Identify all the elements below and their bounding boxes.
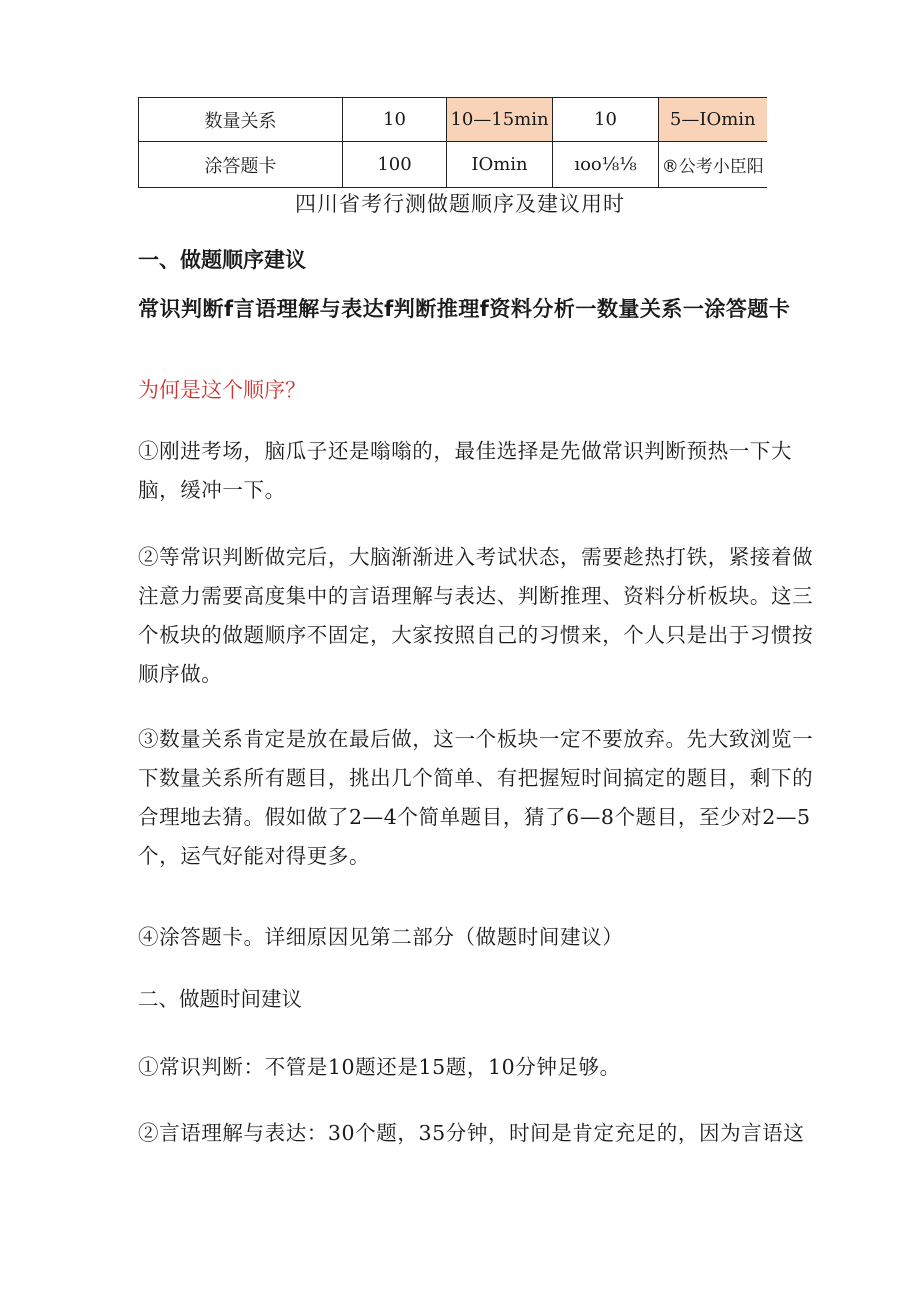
time-item-2: ②言语理解与表达：30个题，35分钟，时间是肯定充足的，因为言语这 [138, 1121, 805, 1145]
table-row [139, 142, 767, 188]
paragraph-1: ①刚进考场，脑瓜子还是嗡嗡的，最佳选择是先做常识判断预热一下大脑，缓冲一下。 [138, 439, 793, 502]
table-cell-count: 100 [343, 142, 447, 188]
table-cell-time2: 5—IOmin [659, 98, 767, 142]
paragraph-3: ③数量关系肯定是放在最后做，这一个板块一定不要放弃。先大致浏览一下数量关系所有题目，挑出几个简单、有把握短时间搞定的题目，剩下的合理地去猜。假如做了2—4个简单题目，猜了6—8个题目，至少对2—5个，运气好能对得更多。 [138, 727, 814, 868]
paragraph-4: ④涂答题卡。详细原因见第二部分（做题时间建议） [138, 925, 624, 949]
section-heading-order: 一、做题顺序建议 [138, 248, 306, 272]
table-row [139, 98, 767, 142]
table-cell-time: IOmin [447, 142, 553, 188]
table-cell-time: 10—15min [447, 98, 553, 142]
time-item-1: ①常识判断：不管是10题还是15题，10分钟足够。 [138, 1055, 621, 1079]
table-caption: 四川省考行测做题顺序及建议用时 [295, 192, 625, 216]
section-heading-time: 二、做题时间建议 [138, 987, 302, 1011]
table-cell-name: 涂答题卡 [139, 142, 343, 188]
watermark-text: ®公考小臣阳 [659, 142, 767, 188]
table-cell-count2: 10 [553, 98, 659, 142]
paragraph-2: ②等常识判断做完后，大脑渐渐进入考试状态，需要趁热打铁，紧接着做注意力需要高度集中的言语理解与表达、判断推理、资料分析板块。这三个板块的做题顺序不固定，大家按照自己的习惯来，个人只是出于习惯按顺序做。 [138, 545, 814, 686]
table-cell-count: 10 [343, 98, 447, 142]
order-sequence: 常识判断f言语理解与表达f判断推理f资料分析一数量关系一涂答题卡 [138, 297, 791, 321]
table-cell-name: 数量关系 [139, 98, 343, 142]
table-cell-count2: ıoo⅛⅛ [553, 142, 659, 188]
time-table [138, 97, 767, 188]
why-question: 为何是这个顺序？ [138, 378, 306, 402]
